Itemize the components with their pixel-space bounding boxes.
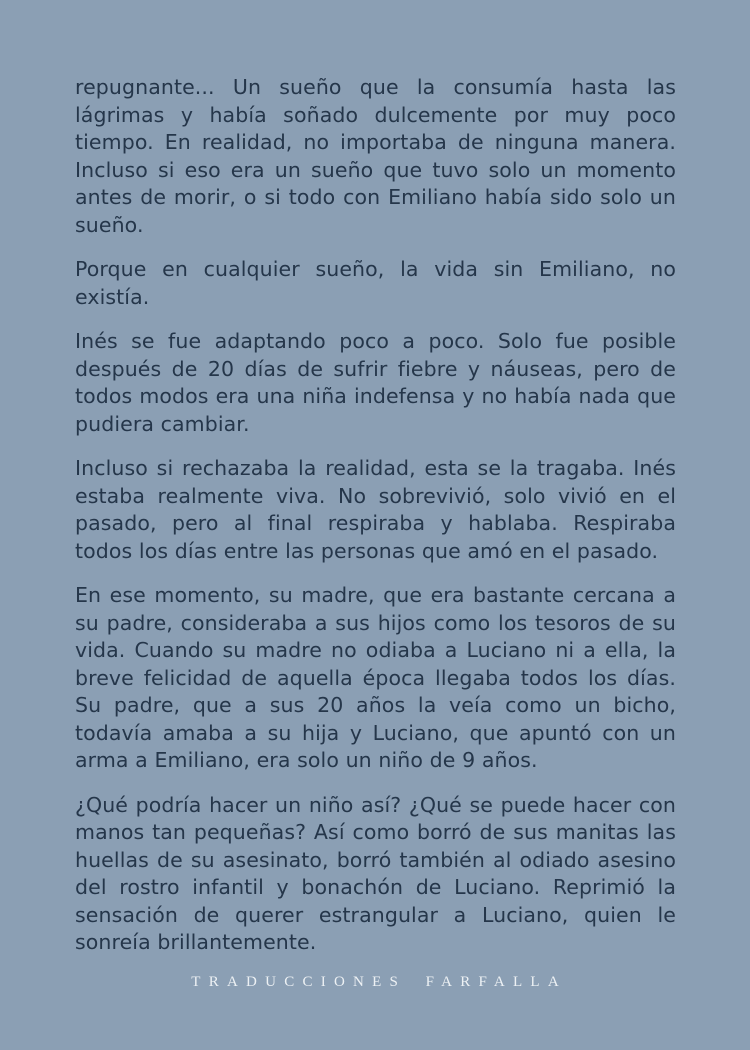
paragraph: ¿Qué podría hacer un niño así? ¿Qué se puede hacer con manos tan pequeñas? Así como borró de sus manitas las huellas de su asesinato, borró también al odiado asesino del rostro infantil y bonachón de Luciano. Reprimió la sensación de querer estrangular a Luciano, quien le sonreía brillantemente. — [75, 792, 676, 954]
body-text — [75, 74, 676, 974]
paragraph: Porque en cualquier sueño, la vida sin Emiliano, no existía. — [75, 257, 676, 309]
paragraph: Incluso si rechazaba la realidad, esta se la tragaba. Inés estaba realmente viva. No sobrevivió, solo vivió en el pasado, pero al final respiraba y hablaba. Respiraba todos los días entre las personas que amó en el pasado. — [75, 456, 676, 563]
translator-credit: TRADUCCIONES FARFALLA — [191, 974, 567, 990]
paragraph: Inés se fue adaptando poco a poco. Solo fue posible después de 20 días de sufrir fiebre y náuseas, pero de todos modos era una niña indefensa y no había nada que pudiera cambiar. — [75, 329, 676, 436]
paragraph: En ese momento, su madre, que era bastante cercana a su padre, consideraba a sus hijos como los tesoros de su vida. Cuando su madre no odiaba a Luciano ni a ella, la breve felicidad de aquella época llegaba todos los días. Su padre, que a sus 20 años la veía como un bicho, todavía amaba a su hija y Luciano, que apuntó con un arma a Emiliano, era solo un niño de 9 años. — [75, 583, 676, 772]
paragraph: repugnante... Un sueño que la consumía hasta las lágrimas y había soñado dulcemente por muy poco tiempo. En realidad, no importaba de ninguna manera. Incluso si eso era un sueño que tuvo solo un momento antes de morir, o si todo con Emiliano había sido solo un sueño. — [75, 75, 676, 237]
